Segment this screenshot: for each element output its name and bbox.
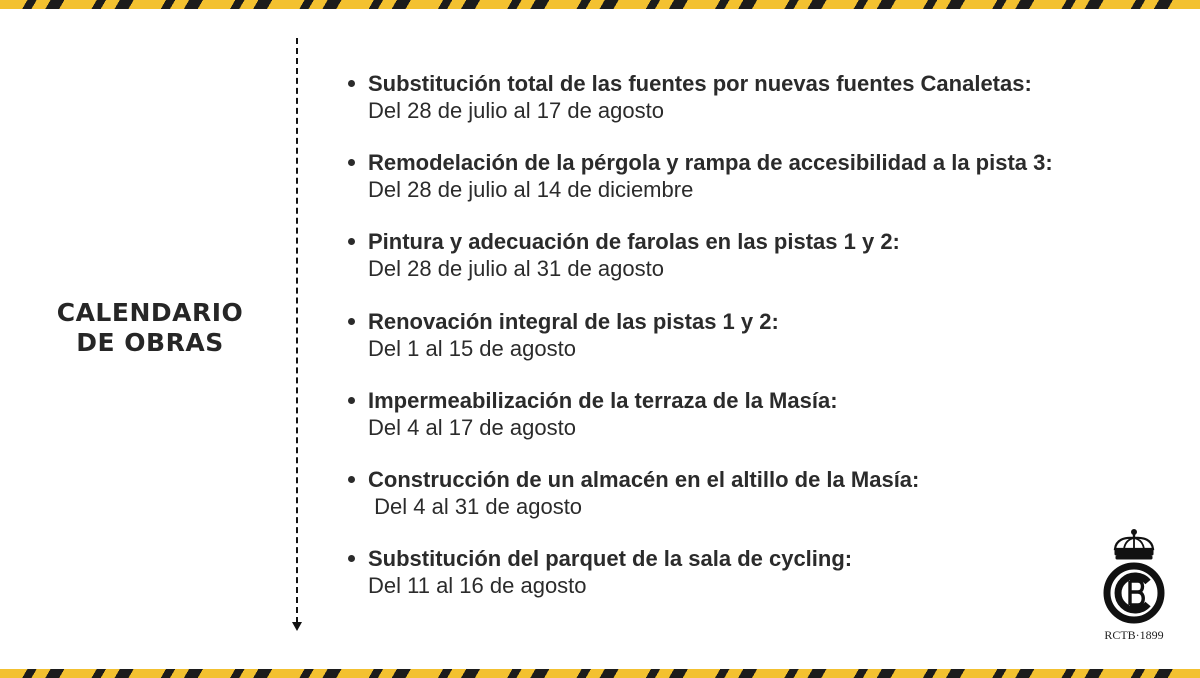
bullet-icon: [348, 476, 355, 483]
work-title: Substitución total de las fuentes por nuevas fuentes Canaletas:: [368, 71, 1032, 96]
work-dates: Del 28 de julio al 17 de agosto: [368, 98, 664, 123]
work-dates: Del 11 al 16 de agosto: [368, 573, 587, 599]
list-item: [345, 466, 1053, 545]
work-title: Substitución del parquet de la sala de cycling:: [368, 546, 853, 572]
work-dates: Del 1 al 15 de agosto: [368, 335, 576, 361]
bottom-hazard-stripe: [0, 669, 1200, 678]
club-logo: [1094, 527, 1174, 647]
title-line-1: CALENDARIO: [56, 298, 244, 327]
work-title: Renovación integral de las pistas 1 y 2:: [368, 308, 779, 334]
work-title: Construcción de un almacén en el altillo de la Masía:: [368, 466, 920, 492]
bullet-icon: [348, 318, 355, 325]
work-dates: Del 28 de julio al 14 de diciembre: [368, 177, 694, 203]
list-item: [345, 308, 1053, 387]
list-item: [345, 70, 1053, 149]
work-dates: Del 4 al 17 de agosto: [368, 414, 576, 440]
arrow-down-icon: [292, 622, 302, 631]
works-list: [345, 70, 1053, 624]
logo-text: RCTB·1899: [1104, 628, 1164, 642]
top-hazard-stripe: [0, 0, 1200, 9]
bullet-icon: [348, 159, 355, 166]
work-title: Pintura y adecuación de farolas en las pistas 1 y 2:: [368, 229, 900, 255]
bullet-icon: [348, 555, 355, 562]
title-line-2: DE OBRAS: [76, 328, 224, 357]
work-title: Remodelación de la pérgola y rampa de accesibilidad a la pista 3:: [368, 150, 1053, 176]
list-item: [345, 149, 1053, 228]
page-title: [30, 298, 270, 358]
work-dates: Del 28 de julio al 31 de agosto: [368, 256, 664, 282]
timeline-line: [296, 38, 298, 623]
list-item: [345, 228, 1053, 307]
bullet-icon: [348, 80, 355, 87]
list-item: [345, 545, 1053, 624]
work-dates: Del 4 al 31 de agosto: [368, 493, 583, 519]
work-title: Impermeabilización de la terraza de la Masía:: [368, 387, 838, 413]
bullet-icon: [348, 238, 355, 245]
bullet-icon: [348, 397, 355, 404]
crest-icon: [1094, 527, 1174, 627]
list-item: [345, 387, 1053, 466]
